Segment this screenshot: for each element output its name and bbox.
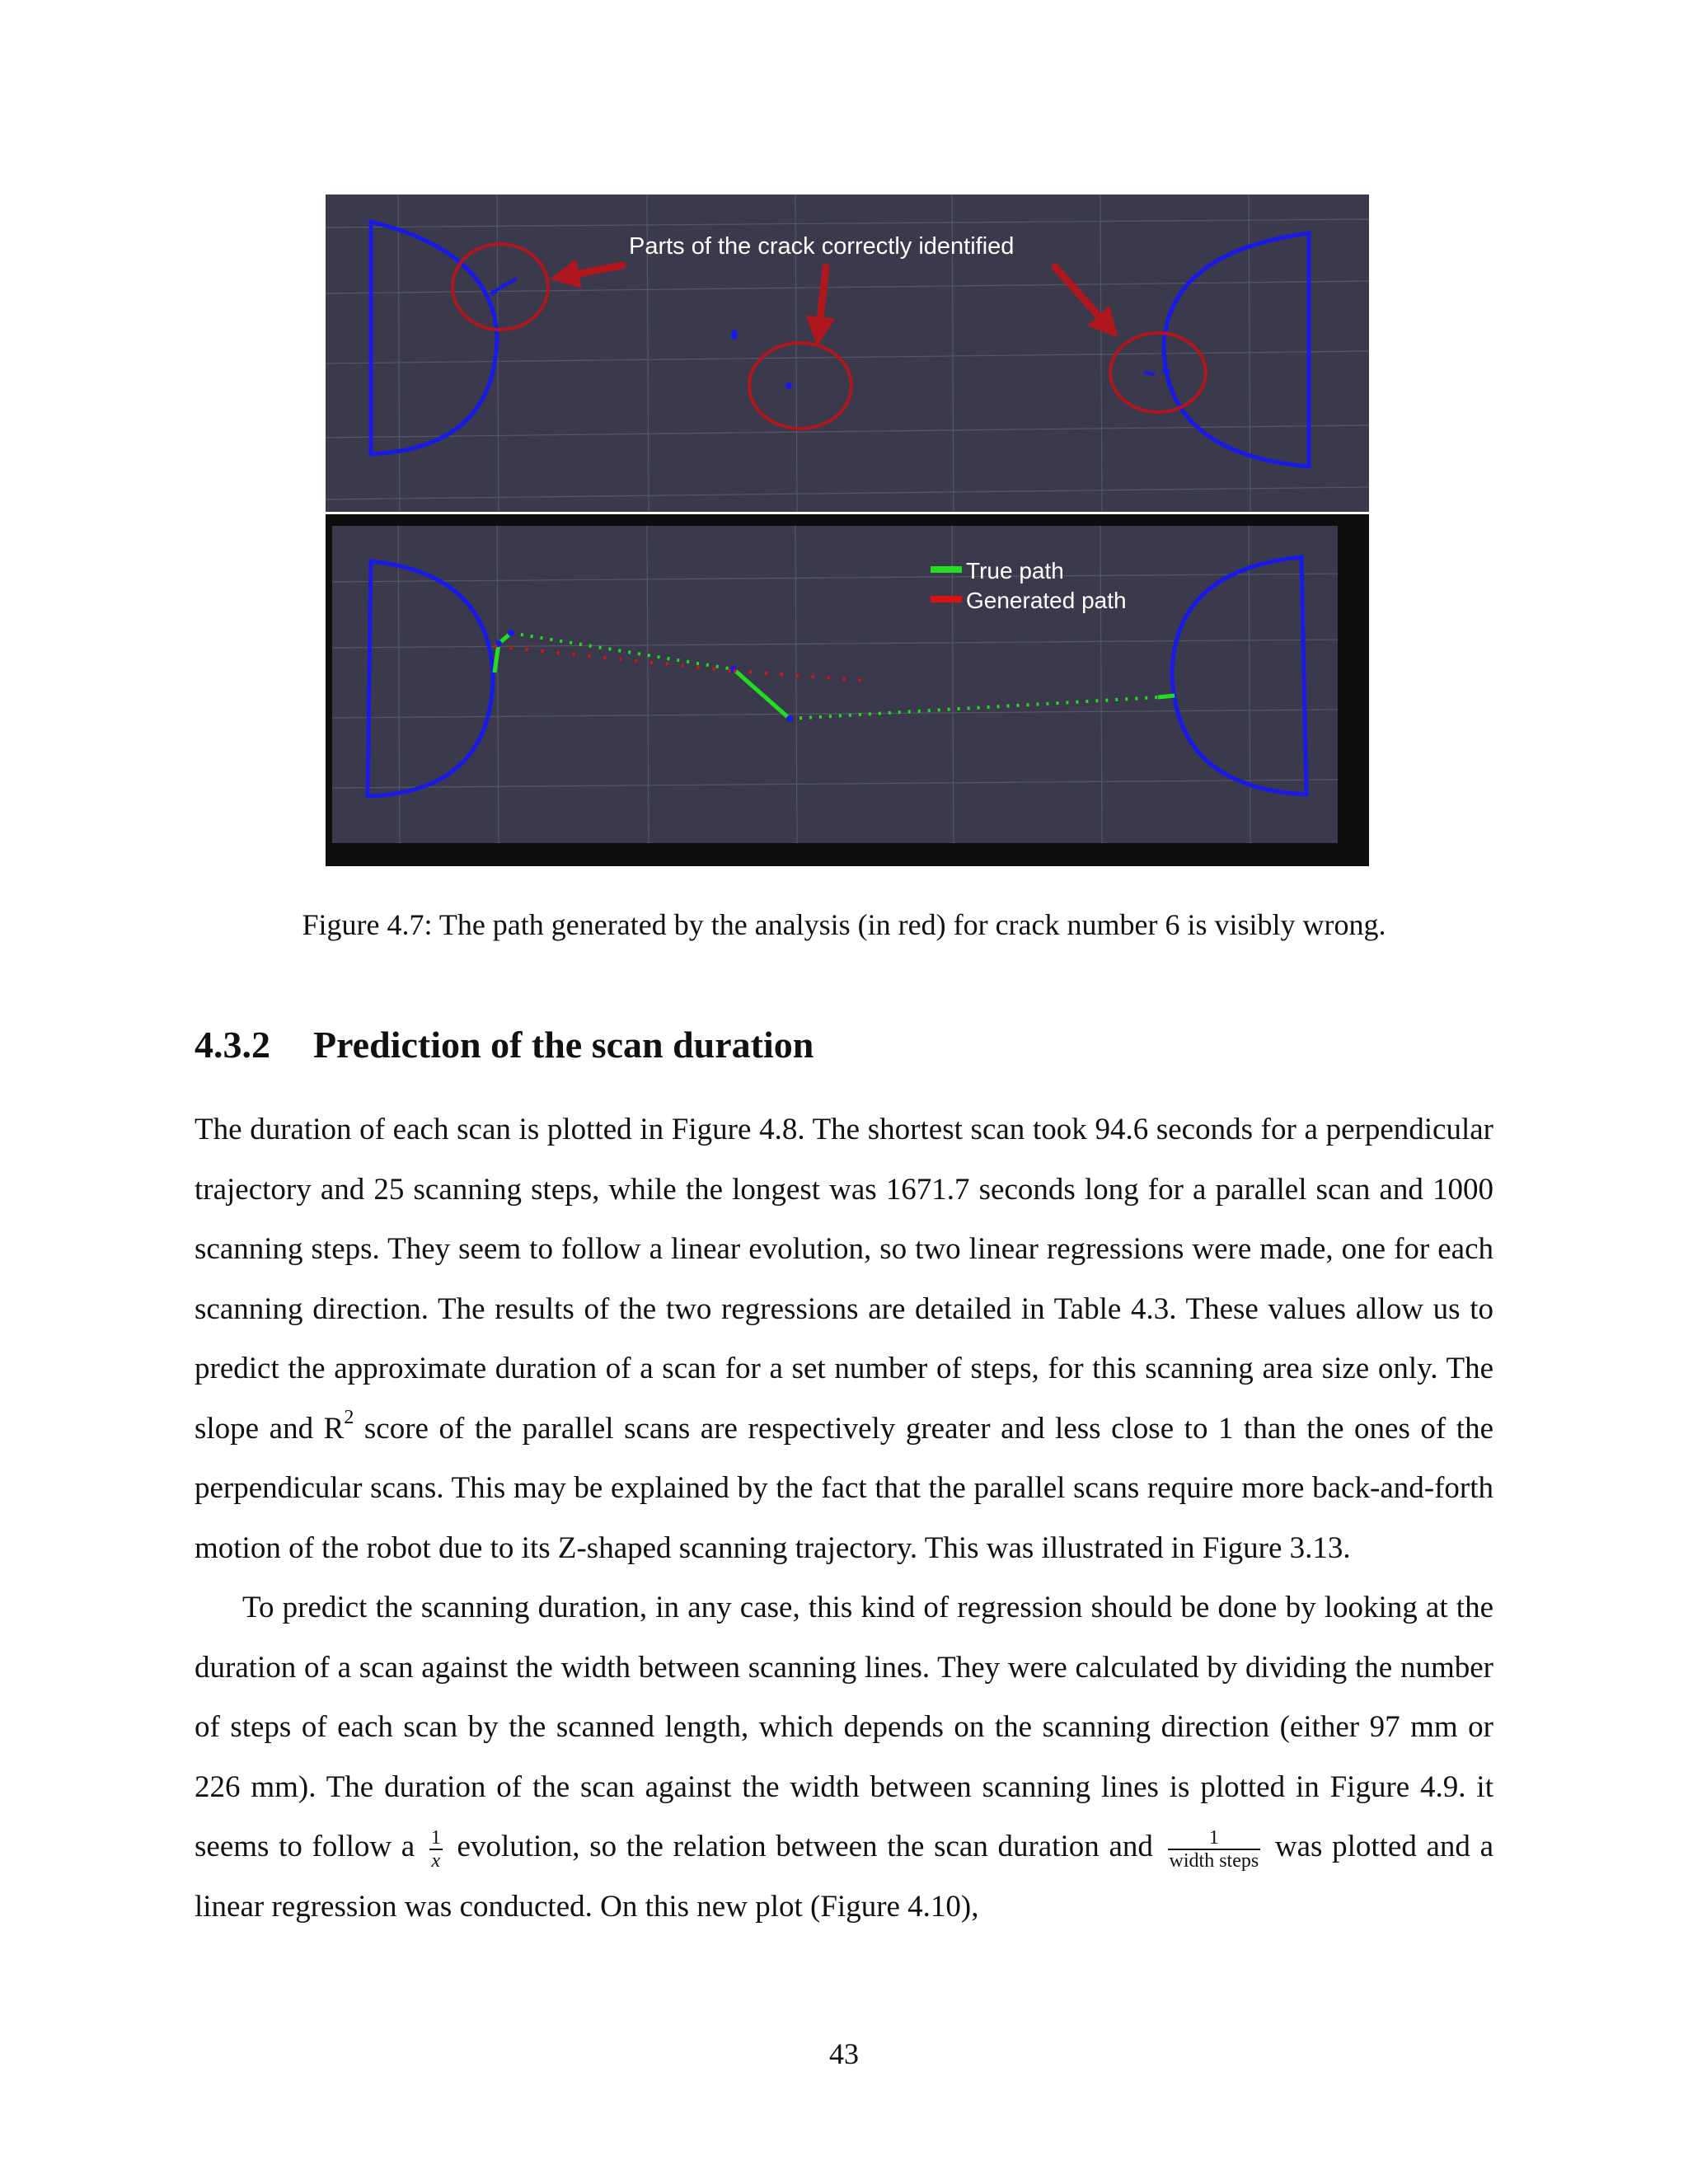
body-text xyxy=(195,1100,1493,1937)
section-number: 4.3.2 xyxy=(195,1024,270,1066)
crack-path-figure-svg xyxy=(326,194,1369,866)
figure-crack-path xyxy=(326,194,1369,866)
r-squared-superscript: 2 xyxy=(344,1406,354,1428)
page-number: 43 xyxy=(829,2037,859,2070)
paragraph-2 xyxy=(195,1578,1493,1937)
bottom-panel-background xyxy=(332,526,1338,843)
section-heading xyxy=(195,1020,814,1070)
legend-generated-label: Generated path xyxy=(966,588,1127,613)
bottom-panel xyxy=(326,514,1369,866)
paragraph-2-text-b: evolution, so the relation between the scan duration and xyxy=(447,1830,1163,1863)
paragraph-1-text-b: score of the parallel scans are respectively greater and less close to 1 than the ones of the perpendicular scans. This may be explained by the fact that the parallel scans require more back-and-forth motion of the robot due to its Z-shaped scanning trajectory. This was illustrated in Figure 3.13. xyxy=(195,1411,1493,1565)
fraction-1-numerator: 1 xyxy=(430,1827,441,1849)
paragraph-1-text-a: The duration of each scan is plotted in Figure 4.8. The shortest scan took 94.6 seconds for a perpendicular trajectory and 25 scanning steps, while the longest was 1671.7 seconds long for a parallel scan and 1000 scanning steps. They seem to follow a linear evolution, so two linear regressions were made, one for each scanning direction. The results of the two regressions are detailed in Table 4.3. These values allow us to predict the approximate duration of a scan for a set number of steps, for this scanning area size only. The slope and R xyxy=(195,1113,1493,1446)
figure-caption: Figure 4.7: The path generated by the analysis (in red) for crack number 6 is visibly wrong. xyxy=(302,908,1386,941)
fraction-one-over-x xyxy=(429,1827,443,1872)
paragraph-2-text-c: was plotted and a linear regression was conducted. On this new plot (Figure 4.10), xyxy=(195,1830,1493,1924)
fraction-one-over-width-steps xyxy=(1168,1827,1261,1872)
fraction-2-denominator: width steps xyxy=(1169,1850,1259,1872)
fraction-1-denominator: x xyxy=(431,1850,441,1872)
legend-true-swatch xyxy=(931,566,962,573)
top-panel xyxy=(326,194,1369,512)
legend-true-label: True path xyxy=(966,558,1064,583)
paragraph-1 xyxy=(195,1100,1493,1578)
section-title: Prediction of the scan duration xyxy=(313,1024,814,1066)
legend-generated-swatch xyxy=(931,596,962,602)
paragraph-2-text-a: To predict the scanning duration, in any case, this kind of regression should be done by looking at the duration of a scan against the width between scanning lines. They were calculated by dividing the number of steps of each scan by the scanned length, which depends on the scanning direction (either 97 mm or 226 mm). The duration of the scan against the width between scanning lines is plotted in Figure 4.9. it seems to follow a xyxy=(195,1591,1493,1863)
fraction-2-numerator: 1 xyxy=(1168,1827,1261,1850)
top-annotation-label: Parts of the crack correctly identified xyxy=(629,233,1015,260)
